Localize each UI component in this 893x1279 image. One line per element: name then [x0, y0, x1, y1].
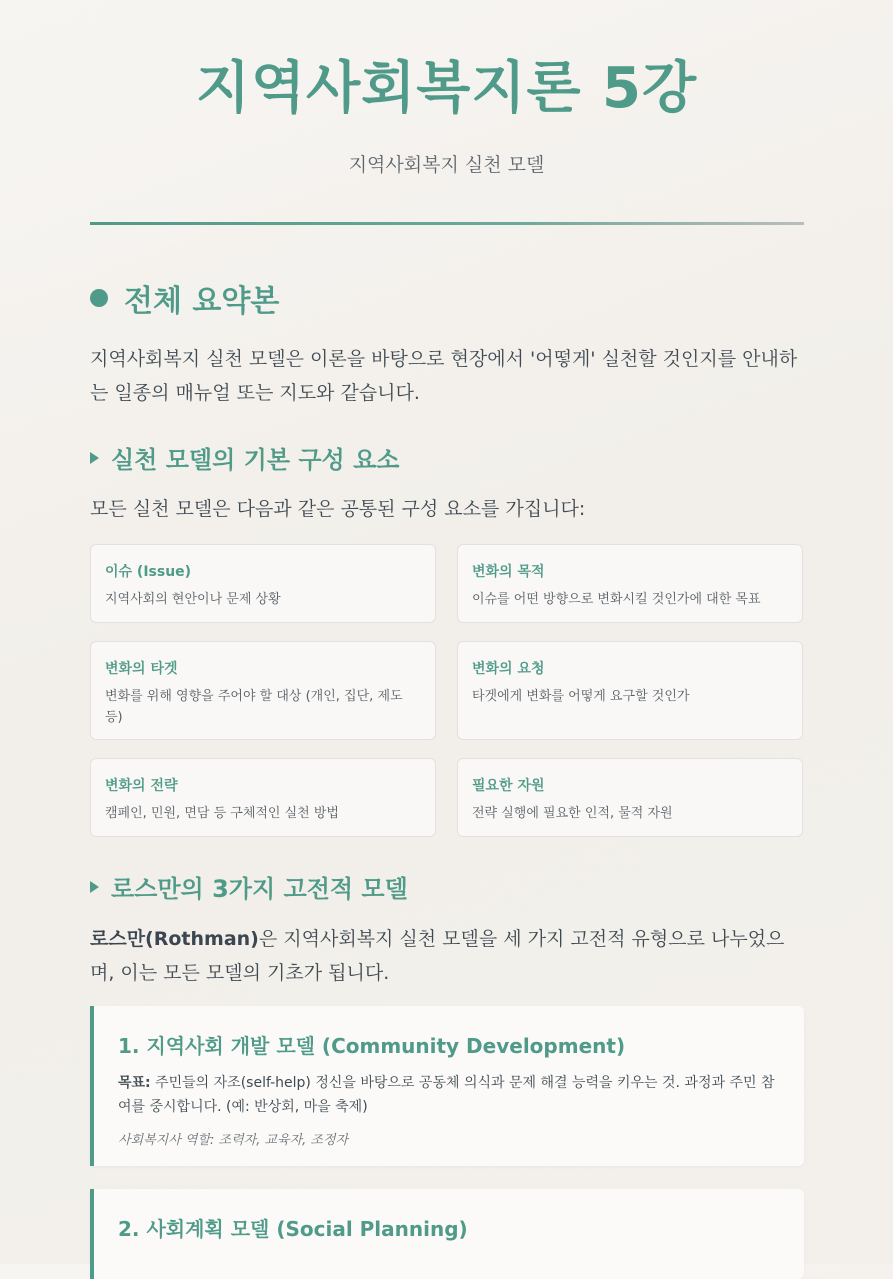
- model-title: 1. 지역사회 개발 모델 (Community Development): [118, 1034, 626, 1058]
- bullet-dot-icon: [90, 289, 108, 307]
- card-title: 필요한 자원: [472, 778, 545, 794]
- card-desc: 전략 실행에 필요한 인적, 물적 자원: [472, 806, 673, 821]
- card-desc: 타겟에게 변화를 어떻게 요구할 것인가: [472, 689, 690, 704]
- summary-heading-text: 전체 요약본: [124, 284, 280, 319]
- model-goal-label: 목표:: [118, 1075, 151, 1091]
- rothman-name: 로스만(Rothman): [90, 928, 259, 950]
- card-desc: 이슈를 어떤 방향으로 변화시킬 것인가에 대한 목표: [472, 592, 761, 607]
- model-role: 사회복지사 역할: 조력자, 교육자, 조정자: [118, 1133, 349, 1148]
- page-title: 지역사회복지론 5강: [195, 56, 698, 121]
- card-title: 변화의 전략: [105, 778, 178, 794]
- card-title: 변화의 목적: [472, 564, 545, 580]
- model-card-community-development: [90, 1006, 804, 1166]
- triangle-bullet-icon: [90, 881, 99, 893]
- components-heading: [90, 440, 399, 475]
- component-card-purpose: [457, 544, 803, 623]
- header-divider: [90, 222, 804, 225]
- component-card-request: [457, 641, 803, 740]
- page-subtitle: 지역사회복지 실천 모델: [348, 154, 545, 176]
- component-card-issue: [90, 544, 436, 623]
- card-title: 변화의 요청: [472, 661, 545, 677]
- components-heading-text: 실천 모델의 기본 구성 요소: [111, 446, 400, 474]
- rothman-heading-text: 로스만의 3가지 고전적 모델: [111, 875, 408, 903]
- card-title: 변화의 타겟: [105, 661, 178, 677]
- rothman-intro: [90, 922, 804, 990]
- component-card-resources: [457, 758, 803, 837]
- model-card-social-planning: [90, 1189, 804, 1279]
- summary-heading: [90, 276, 279, 320]
- card-desc: 변화를 위해 영향을 주어야 할 대상 (개인, 집단, 제도 등): [105, 689, 403, 725]
- rothman-intro-text: 은 지역사회복지 실천 모델을 세 가지 고전적 유형으로 나누었으며, 이는 모든 모델의 기초가 됩니다.: [90, 928, 785, 984]
- components-intro: 모든 실천 모델은 다음과 같은 공통된 구성 요소를 가집니다:: [90, 498, 586, 520]
- card-desc: 지역사회의 현안이나 문제 상황: [105, 592, 281, 607]
- triangle-bullet-icon: [90, 452, 99, 464]
- card-desc: 캠페인, 민원, 면담 등 구체적인 실천 방법: [105, 806, 339, 821]
- component-card-strategy: [90, 758, 436, 837]
- rothman-heading: [90, 869, 408, 904]
- summary-intro: 지역사회복지 실천 모델은 이론을 바탕으로 현장에서 '어떻게' 실천할 것인지를 안내하는 일종의 매뉴얼 또는 지도와 같습니다.: [90, 348, 798, 404]
- model-goal-text: 주민들의 자조(self-help) 정신을 바탕으로 공동체 의식과 문제 해결 능력을 키우는 것. 과정과 주민 참여를 중시합니다. (예: 반상회, 마을 축제): [118, 1075, 775, 1115]
- model-goal: [118, 1071, 780, 1119]
- card-title: 이슈 (Issue): [105, 564, 192, 580]
- model-title: 2. 사회계획 모델 (Social Planning): [118, 1217, 468, 1241]
- component-card-target: [90, 641, 436, 740]
